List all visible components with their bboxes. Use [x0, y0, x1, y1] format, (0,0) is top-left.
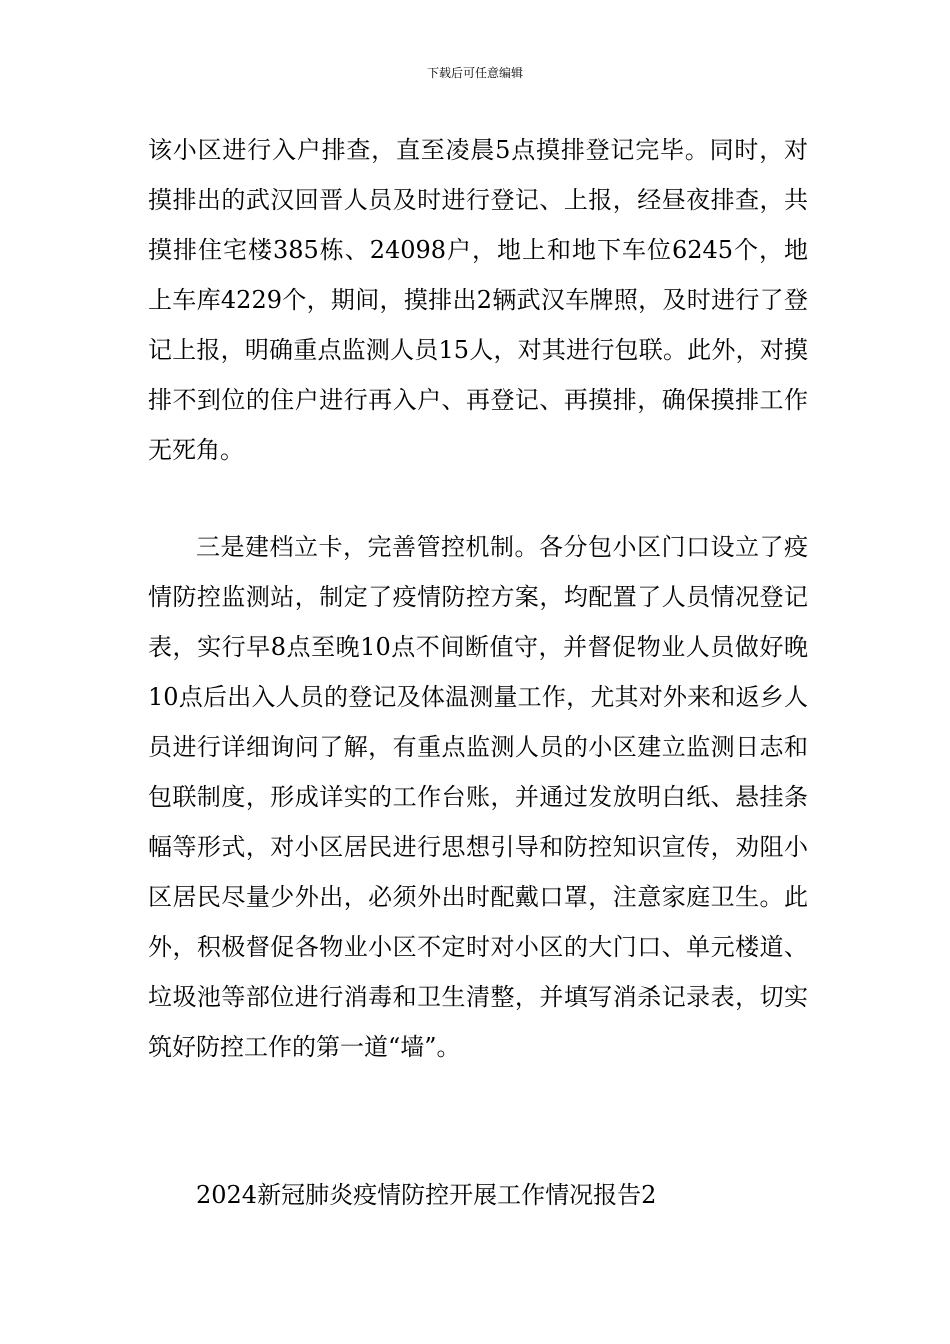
- paragraph-investigation: 该小区进行入户排查，直至凌晨5点摸排登记完毕。同时，对摸排出的武汉回晋人员及时进行登记、上报，经昼夜排查，共摸排住宅楼385栋、24098户，地上和地下车位6245个，地上车库4229个，期间，摸排出2辆武汉车牌照，及时进行了登记上报，明确重点监测人员15人，对其进行包联。此外，对摸排不到位的住户进行再入户、再登记、再摸排，确保摸排工作无死角。: [148, 136, 808, 464]
- section-title: 2024新冠肺炎疫情防控开展工作情况报告2: [196, 1181, 657, 1209]
- paragraph-archiving-control: 三是建档立卡，完善管控机制。各分包小区门口设立了疫情防控监测站，制定了疫情防控方案，均配置了人员情况登记表，实行早8点至晚10点不间断值守，并督促物业人员做好晚10点后出入人员的登记及体温测量工作，尤其对外来和返乡人员进行详细询问了解，有重点监测人员的小区建立监测日志和包联制度，形成详实的工作台账，并通过发放明白纸、悬挂条幅等形式，对小区居民进行思想引导和防控知识宣传，劝阻小区居民尽量少外出，必须外出时配戴口罩，注意家庭卫生。此外，积极督促各物业小区不定时对小区的大门口、单元楼道、垃圾池等部位进行消毒和卫生清整，并填写消杀记录表，切实筑好防控工作的第一道“墙”。: [148, 533, 808, 1061]
- page-header-note: 下载后可任意编辑: [426, 66, 523, 80]
